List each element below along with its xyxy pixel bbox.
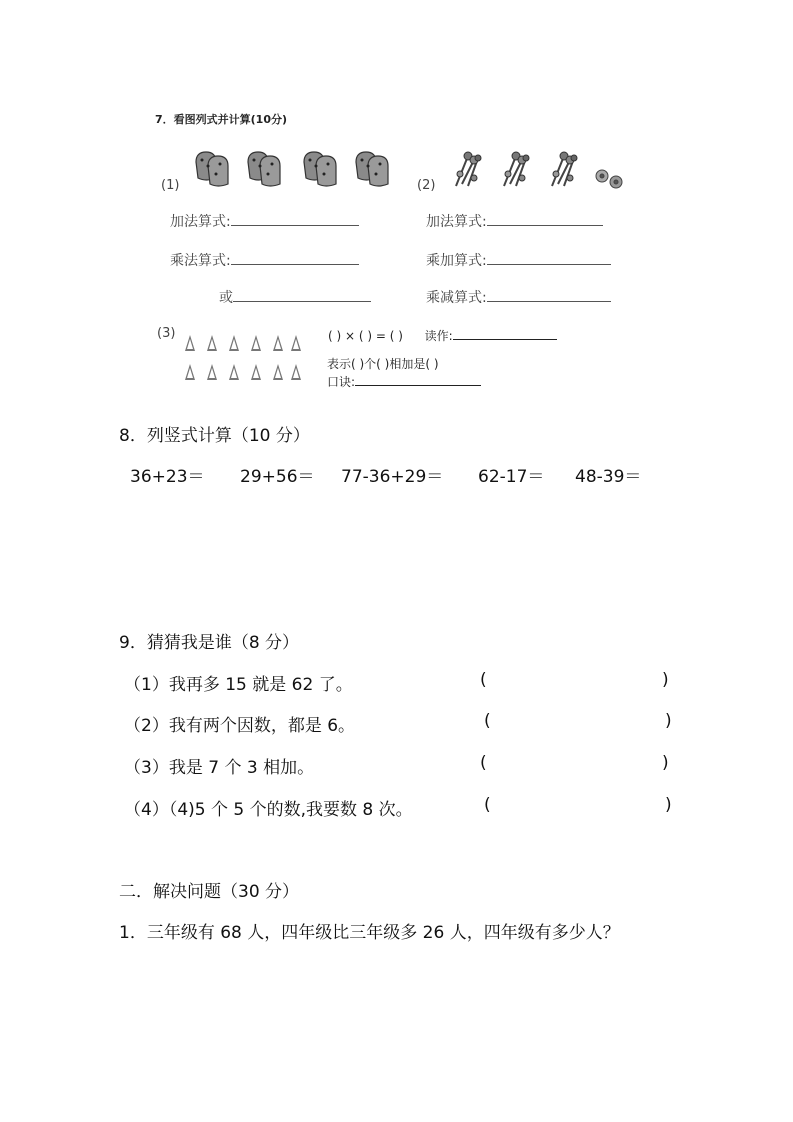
q7-p3-formula-row <box>328 327 557 344</box>
q9-item-4-open: ( <box>484 795 491 815</box>
q8-problem-1: 36+23＝ <box>130 467 205 487</box>
flower-bouquet-2 <box>504 152 529 186</box>
q7-p1-or-row <box>219 287 371 307</box>
q9-item-4-close: ) <box>665 795 672 815</box>
triangle-icon <box>229 364 239 380</box>
flower-bouquet-1 <box>456 152 481 186</box>
single-flowers <box>596 170 622 188</box>
q7-title: 7．看图列式并计算(10分) <box>155 113 288 126</box>
flowers-illustration <box>452 148 628 192</box>
flower-bouquet-3 <box>552 152 577 186</box>
triangle-icon <box>273 364 283 380</box>
section2-title: 二．解决问题（30 分） <box>119 882 300 902</box>
q7-part1-number: (1) <box>161 178 180 193</box>
q7-part2-number: (2) <box>417 178 436 193</box>
q9-item-2-close: ) <box>665 711 672 731</box>
mittens-illustration <box>192 150 392 192</box>
triangle-icon <box>185 364 195 380</box>
q7-part3-number: (3) <box>157 326 176 341</box>
answer-blank[interactable] <box>453 327 557 340</box>
triangle-icon <box>273 335 283 351</box>
triangle-icon <box>207 364 217 380</box>
q8-title: 8．列竖式计算（10 分） <box>119 426 310 446</box>
q9-item-1: （1）我再多 15 就是 62 了。 <box>124 675 353 695</box>
q7-p2-muladd-row <box>426 250 611 270</box>
q8-problem-5: 48-39＝ <box>575 467 642 487</box>
q7-p3-read-label: 读作: <box>424 329 453 343</box>
q8-problem-2: 29+56＝ <box>240 467 315 487</box>
q7-p1-add-label: 加法算式: <box>170 214 231 230</box>
q7-p1-mul-row <box>170 250 359 270</box>
answer-blank[interactable] <box>231 252 359 265</box>
q8-problem-4: 62-17＝ <box>478 467 545 487</box>
q9-item-3: （3）我是 7 个 3 相加。 <box>124 758 315 778</box>
triangle-icon <box>207 335 217 351</box>
q7-p3-rhyme-label: 口诀: <box>327 375 356 389</box>
mitten-pair-3 <box>304 152 336 186</box>
answer-blank[interactable] <box>487 213 603 226</box>
q7-p3-rhyme-row <box>327 373 481 390</box>
triangle-icon <box>251 364 261 380</box>
q7-p1-mul-label: 乘法算式: <box>170 253 231 269</box>
mitten-pair-4 <box>356 152 388 186</box>
answer-blank[interactable] <box>355 373 481 386</box>
q9-item-1-close: ) <box>662 670 669 690</box>
answer-blank[interactable] <box>233 289 371 302</box>
q7-p3-meaning: 表示( )个( )相加是( ) <box>327 357 439 371</box>
q7-p1-or-label: 或 <box>219 290 233 306</box>
answer-blank[interactable] <box>231 213 359 226</box>
triangle-icon <box>291 335 301 351</box>
q9-item-3-close: ) <box>662 753 669 773</box>
q7-p2-mulsub-row <box>426 287 611 307</box>
q7-p2-muladd-label: 乘加算式: <box>426 253 487 269</box>
q7-p3-formula: ( ) × ( ) = ( ) <box>328 329 403 343</box>
q9-item-4: （4）（4)5 个 5 个的数,我要数 8 次。 <box>124 800 413 820</box>
q7-p1-add-row <box>170 211 359 231</box>
mitten-pair-2 <box>248 152 280 186</box>
mitten-pair-1 <box>196 152 228 186</box>
triangles-illustration <box>185 335 305 385</box>
q9-item-2: （2）我有两个因数，都是 6。 <box>124 716 356 736</box>
triangle-icon <box>251 335 261 351</box>
q9-item-3-open: ( <box>480 753 487 773</box>
answer-blank[interactable] <box>487 252 611 265</box>
q9-item-1-open: ( <box>480 670 487 690</box>
triangle-icon <box>291 364 301 380</box>
q9-title: 9．猜猜我是谁（8 分） <box>119 633 300 653</box>
q7-p2-add-label: 加法算式: <box>426 214 487 230</box>
section2-q1: 1．三年级有 68 人，四年级比三年级多 26 人，四年级有多少人？ <box>119 923 620 943</box>
q7-p2-mulsub-label: 乘减算式: <box>426 290 487 306</box>
q8-problem-3: 77-36+29＝ <box>341 467 444 487</box>
triangle-icon <box>229 335 239 351</box>
q7-p2-add-row <box>426 211 603 231</box>
answer-blank[interactable] <box>487 289 611 302</box>
triangle-icon <box>185 335 195 351</box>
q9-item-2-open: ( <box>484 711 491 731</box>
